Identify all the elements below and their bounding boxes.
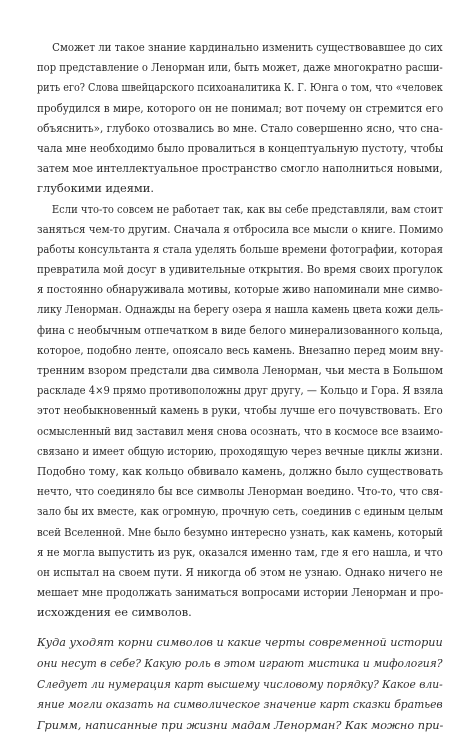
text-line: чала мне необходимо было провалиться в концептуальную пустоту, чтобы: [37, 140, 444, 155]
text-line: Куда уходят корни символов и какие черты современной истории: [37, 635, 443, 650]
paragraph-2: [37, 199, 443, 623]
text-line: он испытал на своем пути. Я никогда об этом не узнаю. Однако ничего не: [37, 564, 443, 579]
text-line: Если что-то совсем не работает так, как вы себе представляли, вам стоит: [51, 201, 443, 216]
text-line: мешает мне продолжать заниматься вопросами истории Ленорман и про-: [37, 585, 444, 600]
text-line: лику Ленорман. Однажды на берегу озера я нашла камень цвета кожи дель-: [37, 302, 444, 317]
text-line: нечто, что соединяло бы все символы Ленорман воедино. Что-то, что свя-: [37, 484, 443, 499]
text-line: Следует ли нумерация карт высшему числовому порядку? Какое вли-: [37, 676, 443, 691]
italic-questions-paragraph: [37, 632, 443, 735]
text-line: я не могла выпустить из рук, оказался именно там, где я его нашла, и что: [37, 544, 443, 559]
text-line: Гримм, написанные при жизни мадам Ленорман? Как можно при-: [37, 717, 444, 732]
text-line: раскладе 4×9 прямо противоположны друг другу, — Кольцо и Гора. Я взяла: [37, 383, 444, 398]
text-line: осмысленный вид заставил меня снова осознать, что в космосе все взаимо-: [37, 423, 443, 438]
page-text: [37, 37, 443, 735]
text-line: глубокими идеями.: [37, 181, 155, 196]
text-line: связано и имеет общую историю, проходящую через вечные циклы жизни.: [37, 443, 443, 458]
text-line: пор представление о Ленорман или, быть может, даже многократно расши-: [37, 60, 443, 75]
text-line: которое, подобно ленте, опоясало весь камень. Внезапно перед моим вну-: [37, 342, 444, 357]
text-line: яние могли оказать на символическое значение карт сказки братьев: [37, 697, 443, 712]
text-line: я постоянно обнаруживала мотивы, которые живо напоминали мне симво-: [37, 282, 443, 297]
text-line: фина с необычным отпечатком в виде белого минерализованного кольца,: [37, 322, 444, 337]
text-line: превратила мой досуг в удивительные открытия. Во время своих прогулок: [37, 262, 443, 277]
text-line: всей Вселенной. Мне было безумно интересно узнать, как камень, который: [37, 524, 443, 539]
text-line: исхождения ее символов.: [37, 605, 192, 620]
text-line: Подобно тому, как кольцо обвивало камень, должно было существовать: [37, 463, 443, 478]
text-line: тренним взором предстали два символа Ленорман, чьи места в Большом: [37, 363, 443, 377]
text-line: зало бы их вместе, как огромную, прочную сеть, соединив с единым целым: [37, 504, 444, 519]
paragraph-1: [37, 37, 443, 199]
text-line: объяснить», глубоко отозвались во мне. Стало совершенно ясно, что сна-: [37, 120, 443, 135]
text-line: рить его? Слова швейцарского психоаналитика К. Г. Юнга о том, что «человек: [37, 80, 443, 95]
text-line: этот необыкновенный камень в руки, чтобы лучше его почувствовать. Его: [37, 403, 443, 418]
text-line: затем мое интеллектуальное пространство смогло наполниться новыми,: [37, 161, 443, 176]
text-line: заняться чем-то другим. Сначала я отбросила все мысли о книге. Помимо: [37, 221, 444, 236]
text-line: они несут в себе? Какую роль в этом играют мистика и мифология?: [37, 656, 443, 671]
text-line: пробудился в мире, которого он не понимал; вот почему он стремится его: [37, 100, 444, 115]
text-line: работы консультанта я стала уделять больше времени фотографии, которая: [37, 241, 443, 256]
text-line: Сможет ли такое знание кардинально изменить существовавшее до сих: [52, 40, 443, 54]
